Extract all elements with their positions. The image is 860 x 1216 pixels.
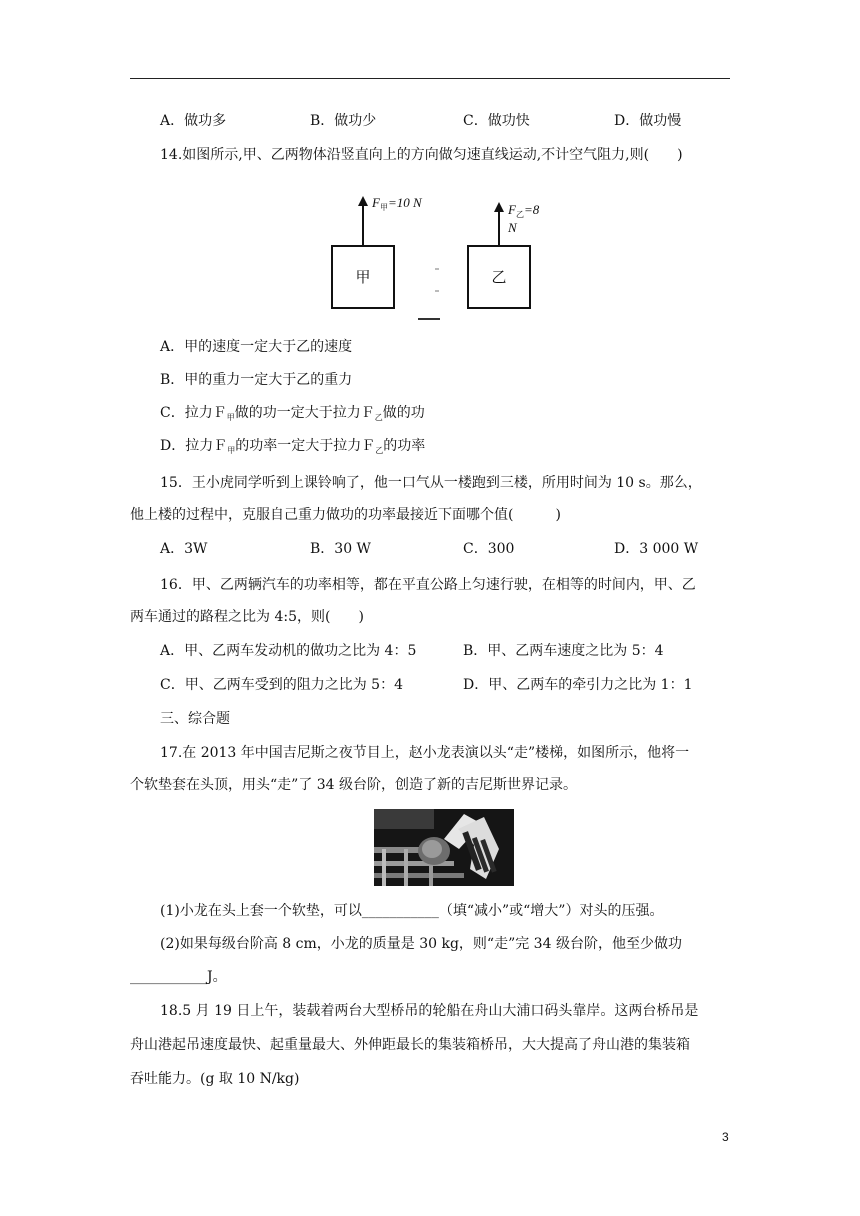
q17-line2: 个软垫套在头顶，用头“走”了 34 级台阶，创造了新的吉尼斯世界记录。 [130,777,578,793]
q18-line1: 18.5 月 19 日上午，装载着两台大型桥吊的轮船在舟山大浦口码头靠岸。这两台桥吊是 [160,1003,699,1019]
scan-speck [435,290,439,292]
q18-line2: 舟山港起吊速度最快、起重量最大、外伸距最长的集装箱桥吊，大大提高了舟山港的集装箱 [130,1037,690,1053]
performance-photo-svg [374,809,514,886]
scan-speck [418,318,440,320]
q16-line1: 16．甲、乙两辆汽车的功率相等，都在平直公路上匀速行驶，在相等的时间内，甲、乙 [160,577,696,593]
q14-force-diagram [320,190,540,320]
box-jia-label: 甲 [355,268,371,286]
q14-option-d: D．拉力Ｆ$_甲$的功率一定大于拉力Ｆ$_乙$的功率 [160,438,426,455]
page-number: 3 [722,1130,729,1144]
q15-option-d: D．3 000 W [614,541,699,557]
q18-line3: 吞吐能力。(g 取 10 N/kg) [130,1071,300,1087]
q13-option-a: A．做功多 [160,113,227,129]
q13-option-c: C．做功快 [463,113,530,129]
q14-option-a: A．甲的速度一定大于乙的速度 [160,339,353,355]
q17-sub2-line1: (2)如果每级台阶高 8 cm，小龙的质量是 30 kg，则“走”完 34 级台阶，他至少做功 [160,936,682,952]
performance-photo [374,809,514,886]
q15-line1: 15．王小虎同学听到上课铃响了，他一口气从一楼跑到三楼，所用时间为 10 s。那么， [160,475,702,491]
q16-option-d: D．甲、乙两车的牵引力之比为 1：1 [463,677,693,693]
q15-line2: 他上楼的过程中，克服自己重力做功的功率最接近下面哪个值( ) [130,507,561,523]
q14-option-c: C．拉力Ｆ$_甲$做的功一定大于拉力Ｆ$_乙$做的功 [160,405,425,422]
q14-stem: 14.如图所示,甲、乙两物体沿竖直向上的方向做匀速直线运动,不计空气阻力,则( ) [160,147,683,163]
box-yi-label: 乙 [491,268,507,286]
force-label-yi: $F_乙=8$ N [508,202,540,235]
q15-option-c: C．300 [463,541,515,557]
q13-option-d: D．做功慢 [614,113,682,129]
q13-option-b: B．做功少 [310,113,377,129]
arrowhead-jia [358,196,368,206]
q16-option-a: A．甲、乙两车发动机的做功之比为 4：5 [160,643,417,659]
q15-option-a: A．3W [160,541,208,557]
force-label-jia: $F_甲=10$ N [372,195,422,212]
q14-option-b: B．甲的重力一定大于乙的重力 [160,372,353,388]
section-heading: 三、综合题 [160,711,230,727]
q17-sub2-line2: ___________J。 [130,969,227,985]
q17-sub1: (1)小龙在头上套一个软垫，可以___________（填“减小”或“增大”）对头的压强。 [160,903,664,919]
q16-option-b: B．甲、乙两车速度之比为 5：4 [463,643,664,659]
arrowhead-yi [494,202,504,212]
header-rule [130,78,730,79]
q16-line2: 两车通过的路程之比为 4:5，则( ) [130,609,364,625]
q15-option-b: B．30 W [310,541,371,557]
scan-speck [435,268,439,270]
q17-line1: 17.在 2013 年中国吉尼斯之夜节目上，赵小龙表演以头“走”楼梯，如图所示，他将一 [160,745,690,761]
q16-option-c: C．甲、乙两车受到的阻力之比为 5：4 [160,677,403,693]
